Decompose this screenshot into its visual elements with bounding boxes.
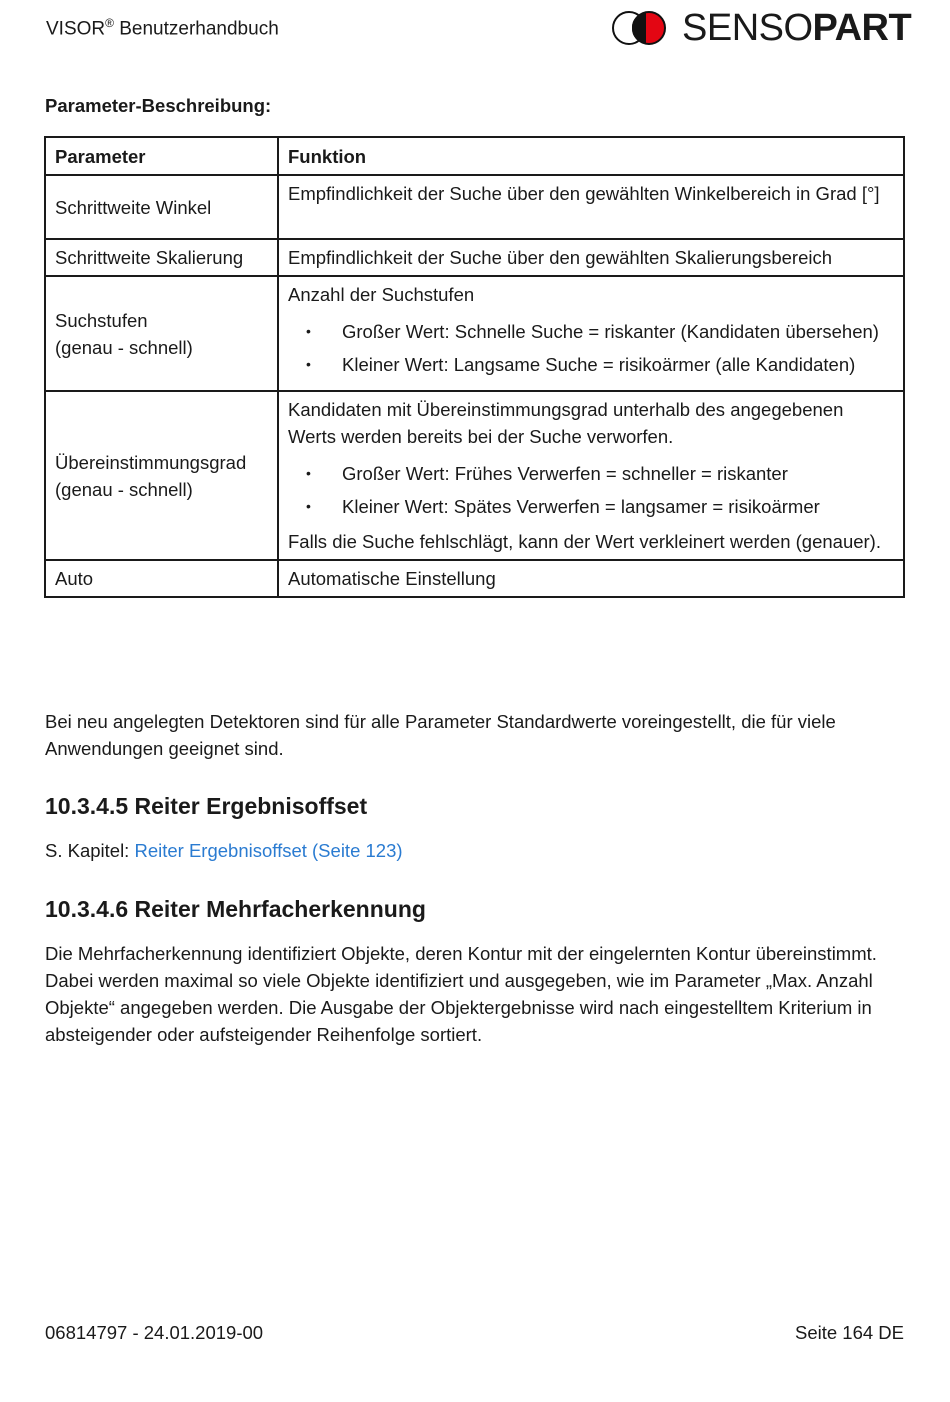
function-cell	[278, 391, 904, 560]
bullet-list	[288, 318, 894, 378]
document-title: VISOR® Benutzerhandbuch	[46, 16, 279, 40]
parameter-cell: Schrittweite Skalierung	[45, 239, 278, 276]
page-number: Seite 164 DE	[794, 1322, 904, 1343]
function-intro: Kandidaten mit Übereinstimmungsgrad unterhalb des angegebenen Werts werden bereits bei der Suche verworfen.	[288, 399, 844, 447]
parameter-table	[44, 136, 905, 598]
chapter-reference: S. Kapitel: Reiter Ergebnisoffset (Seite 123)	[45, 840, 403, 861]
function-outro: Falls die Suche fehlschlägt, kann der Wert verkleinert werden (genauer).	[288, 531, 881, 552]
document-id: 06814797 - 24.01.2019-00	[45, 1322, 264, 1343]
parameter-cell: Schrittweite Winkel	[45, 175, 278, 239]
table-row	[45, 276, 904, 391]
column-header-function: Funktion	[278, 137, 904, 175]
section-heading-ergebnisoffset: 10.3.4.5 Reiter Ergebnisoffset	[45, 793, 368, 819]
chapter-link[interactable]: Reiter Ergebnisoffset (Seite 123)	[134, 840, 403, 861]
section-heading-mehrfacherkennung: 10.3.4.6 Reiter Mehrfacherkennung	[45, 896, 426, 922]
table-row	[45, 560, 904, 597]
function-cell: Automatische Einstellung	[278, 560, 904, 597]
list-item: • Großer Wert: Schnelle Suche = riskanter (Kandidaten übersehen)	[342, 318, 894, 345]
section-body: Die Mehrfacherkennung identifiziert Objekte, deren Kontur mit der eingelernten Kontur übereinstimmt. Dabei werden maximal so viele Objekte identifiziert und ausgegeben, wie im Parameter „Max. Anzahl Objekte“ angegeben werden. Die Ausgabe der Objektergebnisse wird nach eingestelltem Kriterium in absteigender oder aufsteigender Reihenfolge sortiert.	[45, 943, 877, 1045]
defaults-note: Bei neu angelegten Detektoren sind für alle Parameter Standardwerte voreingestellt, die für viele Anwendungen geeignet sind.	[45, 711, 836, 759]
list-item: • Kleiner Wert: Langsame Suche = risikoärmer (alle Kandidaten)	[342, 351, 894, 378]
sensopart-logo	[612, 7, 912, 49]
table-row	[45, 175, 904, 239]
parameter-cell: Suchstufen (genau - schnell)	[45, 276, 278, 391]
function-cell: Empfindlichkeit der Suche über den gewählten Skalierungsbereich	[278, 239, 904, 276]
parameter-cell: Auto	[45, 560, 278, 597]
parameter-cell: Übereinstimmungsgrad (genau - schnell)	[45, 391, 278, 560]
table-row	[45, 239, 904, 276]
table-header-row	[45, 137, 904, 175]
logo-wordmark: SENSOPART	[682, 7, 912, 49]
function-intro: Anzahl der Suchstufen	[288, 284, 475, 305]
table-row	[45, 391, 904, 560]
list-item: • Kleiner Wert: Spätes Verwerfen = langsamer = risikoärmer	[342, 493, 894, 520]
section-label: Parameter-Beschreibung:	[45, 95, 272, 116]
function-cell: Empfindlichkeit der Suche über den gewählten Winkelbereich in Grad [°]	[278, 175, 904, 239]
list-item: • Großer Wert: Frühes Verwerfen = schneller = riskanter	[342, 460, 894, 487]
bullet-list	[288, 460, 894, 520]
function-cell	[278, 276, 904, 391]
column-header-parameter: Parameter	[45, 137, 278, 175]
